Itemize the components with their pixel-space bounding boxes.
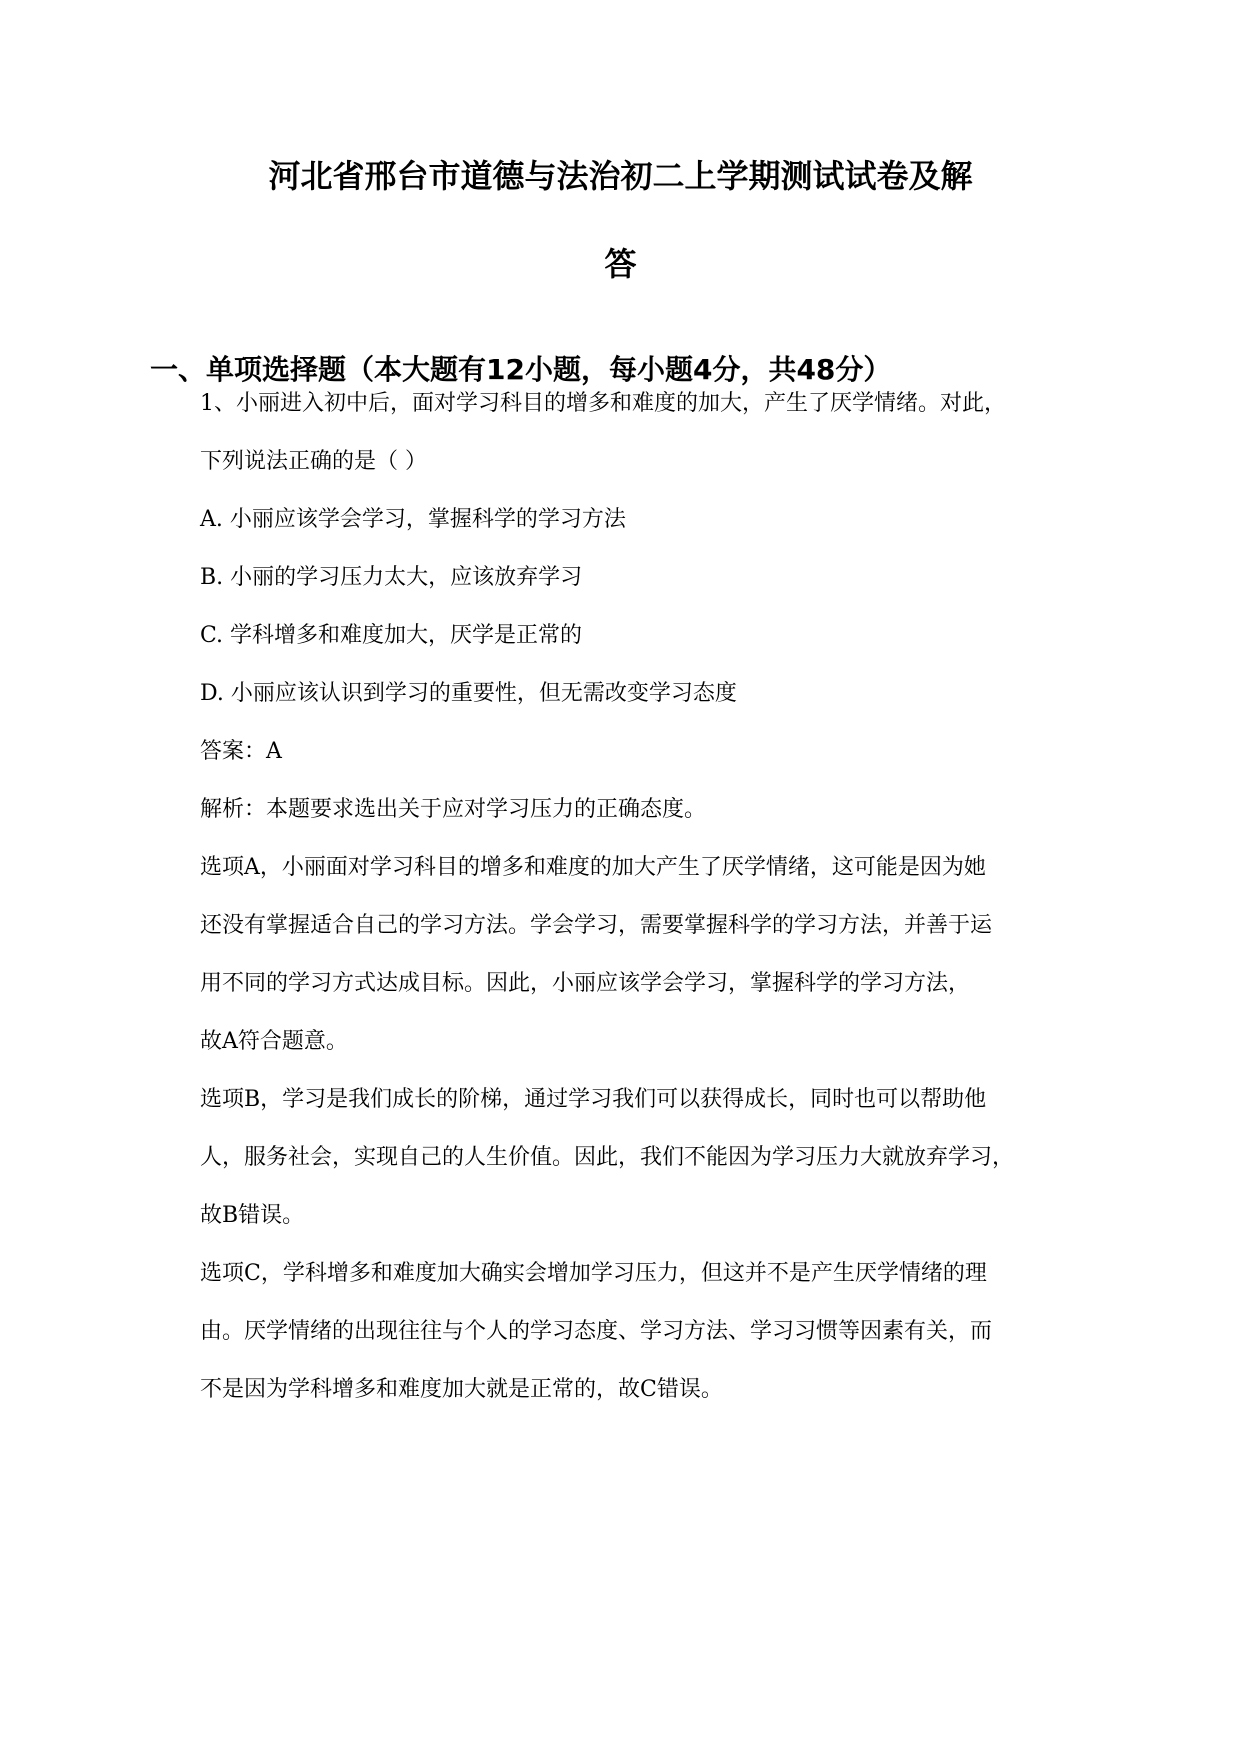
section-heading: 一、单项选择题（本大题有12小题，每小题4分，共48分） (150, 353, 892, 386)
analysis-intro: 解析：本题要求选出关于应对学习压力的正确态度。 (200, 797, 707, 822)
analysis-a-line3: 用不同的学习方式达成目标。因此，小丽应该学会学习，掌握科学的学习方法， (200, 971, 971, 996)
option-d: D. 小丽应该认识到学习的重要性，但无需改变学习态度 (200, 681, 737, 706)
analysis-b-line3: 故B错误。 (200, 1203, 305, 1228)
option-b: B. 小丽的学习压力太大，应该放弃学习 (200, 565, 583, 590)
document-title-line2: 答 (604, 245, 637, 283)
option-a: A. 小丽应该学会学习，掌握科学的学习方法 (200, 507, 626, 532)
question-stem-line2: 下列说法正确的是（ ） (200, 449, 427, 474)
question-stem-line1: 1、小丽进入初中后，面对学习科目的增多和难度的加大，产生了厌学情绪。对此， (200, 391, 1006, 416)
analysis-b-line1: 选项B，学习是我们成长的阶梯，通过学习我们可以获得成长，同时也可以帮助他 (200, 1087, 987, 1112)
analysis-c-line1: 选项C，学科增多和难度加大确实会增加学习压力，但这并不是产生厌学情绪的理 (200, 1261, 987, 1286)
analysis-c-line2: 由。厌学情绪的出现往往与个人的学习态度、学习方法、学习习惯等因素有关，而 (200, 1319, 993, 1344)
analysis-a-line1: 选项A，小丽面对学习科目的增多和难度的加大产生了厌学情绪，这可能是因为她 (200, 855, 986, 880)
analysis-b-line2: 人，服务社会，实现自己的人生价值。因此，我们不能因为学习压力大就放弃学习， (200, 1145, 1015, 1170)
answer-line: 答案：A (200, 739, 282, 764)
analysis-c-line3: 不是因为学科增多和难度加大就是正常的，故C错误。 (200, 1377, 723, 1402)
document-title-line1: 河北省邢台市道德与法治初二上学期测试试卷及解 (268, 157, 973, 195)
option-c: C. 学科增多和难度加大，厌学是正常的 (200, 623, 583, 648)
analysis-a-line2: 还没有掌握适合自己的学习方法。学会学习，需要掌握科学的学习方法，并善于运 (200, 913, 993, 938)
analysis-a-line4: 故A符合题意。 (200, 1029, 348, 1054)
